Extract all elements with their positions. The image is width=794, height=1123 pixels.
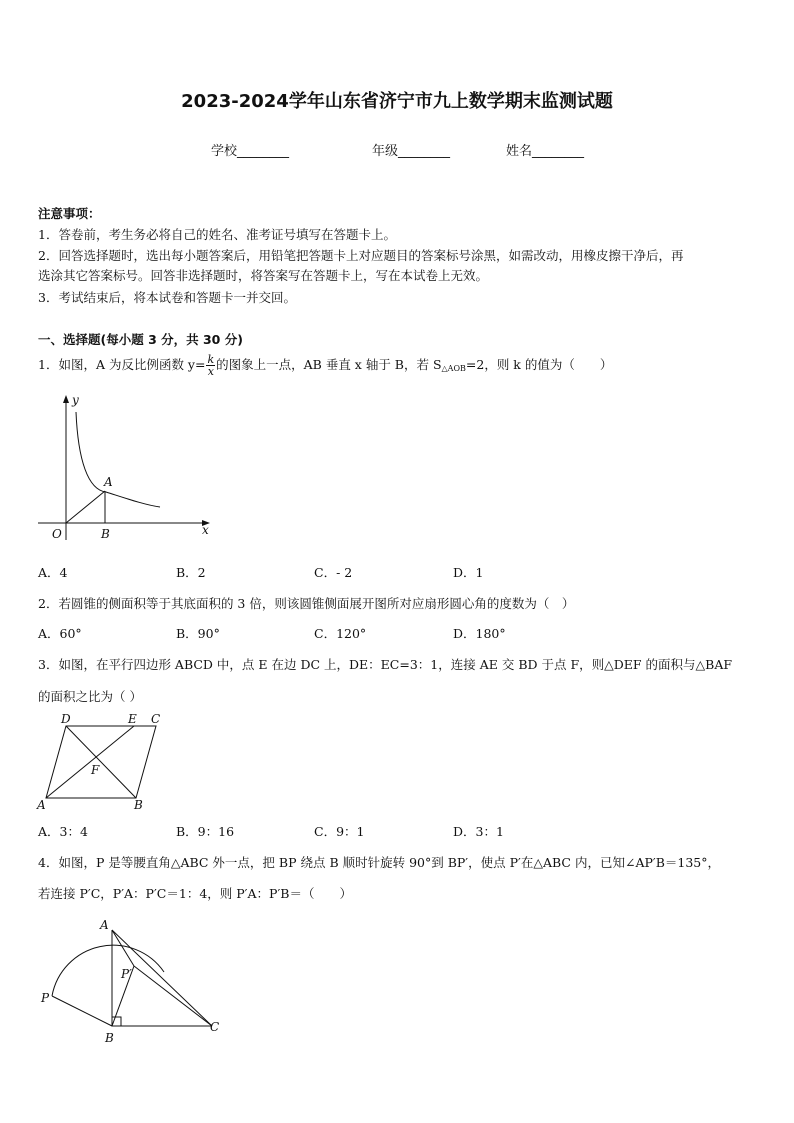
q3-option-b: B．9：16 — [176, 824, 235, 839]
q1-option-b: B．2 — [176, 565, 206, 580]
grade-field: 年级________ — [372, 144, 451, 159]
q4-label-p-prime: P′ — [121, 967, 132, 981]
q4-label-p: P — [41, 991, 50, 1005]
question-3-line-2: 的面积之比为（ ） — [38, 689, 142, 704]
q3-label-e: E — [128, 712, 137, 726]
q3-label-f: F — [91, 763, 100, 777]
q1-label-x: x — [202, 523, 209, 537]
q2-option-b: B．90° — [176, 626, 220, 641]
q4-label-b: B — [105, 1031, 114, 1045]
notice-item-2-cont: 选涂其它答案标号。回答非选择题时，将答案写在答题卡上，写在本试卷上无效。 — [38, 268, 489, 283]
notice-item-2: 2．回答选择题时，选出每小题答案后，用铅笔把答题卡上对应题目的答案标号涂黑，如需改动，用橡皮擦干净后，再 — [38, 248, 684, 263]
q1-label-o: O — [52, 527, 62, 541]
q4-label-c: C — [210, 1020, 220, 1034]
q3-label-a: A — [37, 798, 46, 812]
q2-option-c: C．120° — [314, 626, 367, 641]
question-3-line-1: 3．如图，在平行四边形 ABCD 中，点 E 在边 DC 上，DE：EC=3：1，连接 AE 交 BD 于点 F，则△DEF 的面积与△BAF — [38, 657, 733, 672]
q3-label-c: C — [151, 712, 161, 726]
q1-label-y: y — [72, 393, 79, 407]
page-title: 2023-2024学年山东省济宁市九上数学期末监测试题 — [181, 91, 613, 112]
q1-label-b: B — [101, 527, 110, 541]
q1-label-a: A — [104, 475, 113, 489]
notice-item-3: 3．考试结束后，将本试卷和答题卡一并交回。 — [38, 290, 296, 305]
q1-prefix: 1．如图，A 为反比例函数 y= — [38, 357, 206, 372]
q2-option-a: A．60° — [38, 626, 82, 641]
q1-suffix: =2，则 k 的值为（ ） — [465, 357, 613, 372]
q1-mid: 的图象上一点，AB 垂直 x 轴于 B，若 S — [216, 357, 442, 372]
q3-label-d: D — [61, 712, 71, 726]
q2-option-d: D．180° — [453, 626, 506, 641]
q1-option-d: D．1 — [453, 565, 484, 580]
school-field: 学校________ — [211, 144, 290, 159]
q4-label-a: A — [100, 918, 109, 932]
notice-heading: 注意事项： — [38, 206, 101, 221]
question-4-line-1: 4．如图，P 是等腰直角△ABC 外一点，把 BP 绕点 B 顺时针旋转 90°到 BP′，使点 P′在△ABC 内，已知∠AP′B＝135°， — [38, 855, 721, 870]
q3-figure — [34, 710, 169, 815]
q1-frac-den: x — [207, 365, 214, 378]
q4-figure — [36, 912, 236, 1047]
q1-fraction — [206, 354, 215, 377]
q1-frac-num: k — [207, 353, 215, 366]
question-4-line-2: 若连接 P′C，P′A：P′C＝1：4，则 P′A：P′B＝（ ） — [38, 886, 352, 901]
notice-item-1: 1．答卷前，考生务必将自己的姓名、准考证号填写在答题卡上。 — [38, 227, 396, 242]
q1-figure — [30, 390, 220, 545]
q3-option-a: A．3：4 — [38, 824, 88, 839]
question-2-text: 2．若圆锥的侧面积等于其底面积的 3 倍，则该圆锥侧面展开图所对应扇形圆心角的度数为（ ） — [38, 596, 575, 611]
q1-option-c: C．- 2 — [314, 565, 353, 580]
section-heading: 一、选择题(每小题 3 分，共 30 分) — [38, 332, 243, 347]
question-1-text — [38, 354, 612, 377]
q1-option-a: A．4 — [38, 565, 68, 580]
q1-subscript: △AOB — [441, 364, 466, 373]
q3-option-c: C．9：1 — [314, 824, 365, 839]
q3-option-d: D．3：1 — [453, 824, 504, 839]
q3-label-b: B — [134, 798, 143, 812]
name-field: 姓名________ — [506, 144, 585, 159]
